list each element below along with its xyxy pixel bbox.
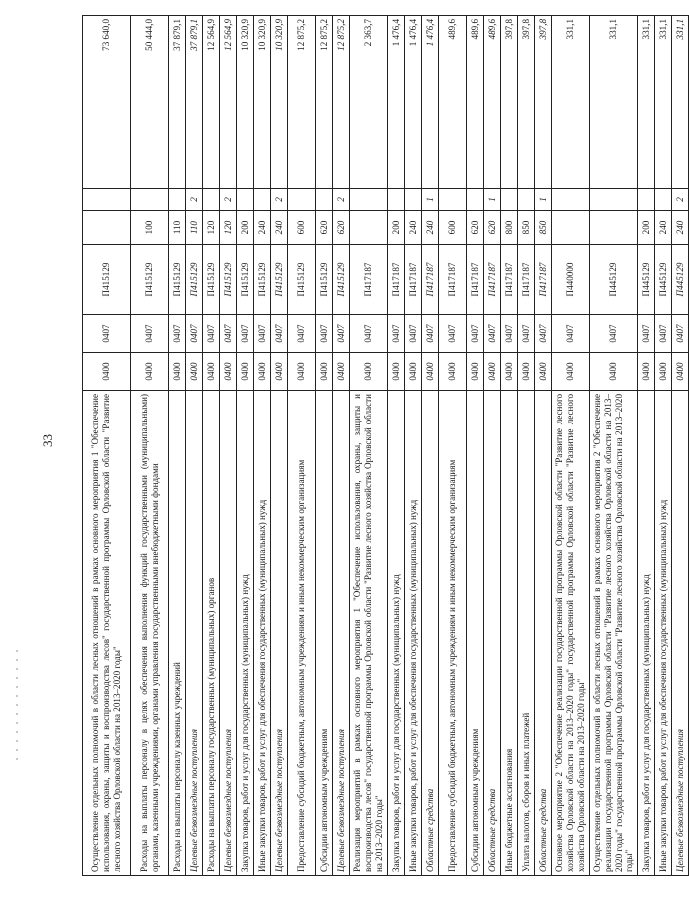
table-row — [672, 16, 689, 876]
subsection-code-cell: 0407 — [186, 315, 203, 353]
row-name-cell: Иные закупки товаров, работ и услуг для обеспечения государственных (муниципальных) нужд — [655, 391, 672, 876]
amount-cell: 331,1 — [655, 16, 672, 189]
target-article-cell: П415129 — [203, 245, 220, 315]
target-article-cell: П417187 — [405, 245, 422, 315]
table-row — [405, 16, 422, 876]
target-article-cell: П415129 — [288, 245, 316, 315]
funding-source-cell — [638, 189, 655, 211]
funding-source-cell: 2 — [672, 189, 689, 211]
funding-source-cell — [288, 189, 316, 211]
expense-type-cell: 240 — [271, 211, 288, 245]
funding-source-cell: 1 — [484, 189, 501, 211]
funding-source-cell — [439, 189, 467, 211]
target-article-cell: П445129 — [638, 245, 655, 315]
target-article-cell: П415129 — [220, 245, 237, 315]
subsection-code-cell: 0407 — [405, 315, 422, 353]
table-row — [467, 16, 484, 876]
amount-cell: 12 875,2 — [316, 16, 333, 189]
table-row — [484, 16, 501, 876]
funding-source-cell — [316, 189, 333, 211]
table-row — [83, 16, 131, 876]
funding-source-cell — [405, 189, 422, 211]
section-code-cell: 0400 — [590, 353, 638, 391]
expense-type-cell: 240 — [422, 211, 439, 245]
expense-type-cell — [590, 211, 638, 245]
table-row — [203, 16, 220, 876]
funding-source-cell — [131, 189, 169, 211]
amount-cell: 1 476,4 — [388, 16, 405, 189]
table-row — [439, 16, 467, 876]
row-name-cell: Закупка товаров, работ и услуг для государственных (муниципальных) нужд — [237, 391, 254, 876]
section-code-cell: 0400 — [501, 353, 518, 391]
expense-type-cell: 200 — [388, 211, 405, 245]
amount-cell: 489,6 — [439, 16, 467, 189]
funding-source-cell — [467, 189, 484, 211]
expense-type-cell: 240 — [254, 211, 271, 245]
amount-cell: 10 320,9 — [254, 16, 271, 189]
row-name-cell: Уплата налогов, сборов и иных платежей — [518, 391, 535, 876]
amount-cell: 10 320,9 — [237, 16, 254, 189]
row-name-cell: Целевые безвозмездные поступления — [333, 391, 350, 876]
target-article-cell: П440000 — [552, 245, 590, 315]
expense-type-cell: 850 — [535, 211, 552, 245]
row-name-cell: Расходы на выплаты персоналу государственных (муниципальных) органов — [203, 391, 220, 876]
section-code-cell: 0400 — [169, 353, 186, 391]
section-code-cell: 0400 — [638, 353, 655, 391]
expense-type-cell: 620 — [316, 211, 333, 245]
section-code-cell: 0400 — [518, 353, 535, 391]
funding-source-cell — [254, 189, 271, 211]
expense-type-cell: 120 — [203, 211, 220, 245]
subsection-code-cell: 0407 — [590, 315, 638, 353]
expense-type-cell: 620 — [484, 211, 501, 245]
row-name-cell: Целевые безвозмездные поступления — [271, 391, 288, 876]
target-article-cell: П417187 — [439, 245, 467, 315]
table-row — [186, 16, 203, 876]
table-row — [590, 16, 638, 876]
row-name-cell: Иные закупки товаров, работ и услуг для обеспечения государственных (муниципальных) нужд — [254, 391, 271, 876]
expense-type-cell: 200 — [638, 211, 655, 245]
amount-cell: 37 879,1 — [169, 16, 186, 189]
funding-source-cell — [501, 189, 518, 211]
section-code-cell: 0400 — [203, 353, 220, 391]
funding-source-cell — [388, 189, 405, 211]
target-article-cell: П445129 — [655, 245, 672, 315]
table-row — [169, 16, 186, 876]
expense-type-cell: 110 — [169, 211, 186, 245]
table-frame — [82, 16, 685, 876]
target-article-cell: П415129 — [333, 245, 350, 315]
target-article-cell: П415129 — [237, 245, 254, 315]
amount-cell: 331,1 — [552, 16, 590, 189]
amount-cell: 1 476,4 — [422, 16, 439, 189]
table-row — [655, 16, 672, 876]
funding-source-cell: 2 — [220, 189, 237, 211]
funding-source-cell — [83, 189, 131, 211]
amount-cell: 12 564,9 — [203, 16, 220, 189]
table-row — [638, 16, 655, 876]
target-article-cell: П415129 — [271, 245, 288, 315]
expense-type-cell: 110 — [186, 211, 203, 245]
table-body — [83, 16, 689, 876]
section-code-cell: 0400 — [131, 353, 169, 391]
section-code-cell: 0400 — [672, 353, 689, 391]
row-name-cell: Осуществление отдельных полномочий в области лесных отношений в рамках основного мероприятия 2 "Обеспечение реализации государственной программы Орловской области "Развитие лесного хозяйства Орловской области на 2013–2020 годы" государственной программы Орловской области "Развитие лесного хозяйства Орловской области на 2013–2020 годы" — [590, 391, 638, 876]
section-code-cell: 0400 — [288, 353, 316, 391]
subsection-code-cell: 0407 — [535, 315, 552, 353]
row-name-cell: Целевые безвозмездные поступления — [672, 391, 689, 876]
subsection-code-cell: 0407 — [518, 315, 535, 353]
section-code-cell: 0400 — [655, 353, 672, 391]
funding-source-cell — [590, 189, 638, 211]
section-code-cell: 0400 — [484, 353, 501, 391]
subsection-code-cell: 0407 — [484, 315, 501, 353]
target-article-cell: П417187 — [467, 245, 484, 315]
target-article-cell: П415129 — [316, 245, 333, 315]
row-name-cell: Осуществление отдельных полномочий в области лесных отношений в рамках основного мероприятия 1 "Обеспечение использования, охраны, защиты и воспроизводства лесов" государственной программы Орловской области "Развитие лесного хозяйства Орловской области на 2013–2020 годы" — [83, 391, 131, 876]
section-code-cell: 0400 — [254, 353, 271, 391]
target-article-cell: П445129 — [590, 245, 638, 315]
target-article-cell: П415129 — [131, 245, 169, 315]
subsection-code-cell: 0407 — [638, 315, 655, 353]
row-name-cell: Расходы на выплаты персоналу казенных учреждений — [169, 391, 186, 876]
page-number: 33 — [40, 434, 55, 447]
funding-source-cell — [655, 189, 672, 211]
expense-type-cell: 200 — [237, 211, 254, 245]
subsection-code-cell: 0407 — [271, 315, 288, 353]
target-article-cell: П415129 — [83, 245, 131, 315]
section-code-cell: 0400 — [220, 353, 237, 391]
section-code-cell: 0400 — [467, 353, 484, 391]
table-row — [422, 16, 439, 876]
amount-cell: 37 879,1 — [186, 16, 203, 189]
amount-cell: 2 363,7 — [350, 16, 388, 189]
subsection-code-cell: 0407 — [131, 315, 169, 353]
expense-type-cell: 240 — [655, 211, 672, 245]
table-row — [518, 16, 535, 876]
scan-artifact — [16, 650, 18, 760]
amount-cell: 331,1 — [590, 16, 638, 189]
table-row — [388, 16, 405, 876]
target-article-cell: П417187 — [422, 245, 439, 315]
expense-type-cell: 850 — [518, 211, 535, 245]
expense-type-cell: 620 — [467, 211, 484, 245]
section-code-cell: 0400 — [271, 353, 288, 391]
target-article-cell: П415129 — [169, 245, 186, 315]
section-code-cell: 0400 — [316, 353, 333, 391]
amount-cell: 397,8 — [501, 16, 518, 189]
target-article-cell: П417187 — [350, 245, 388, 315]
section-code-cell: 0400 — [439, 353, 467, 391]
amount-cell: 331,1 — [638, 16, 655, 189]
row-name-cell: Иные бюджетные ассигнования — [501, 391, 518, 876]
table-row — [237, 16, 254, 876]
row-name-cell: Предоставление субсидий бюджетным, автономным учреждениям и иным некоммерческим организациям — [439, 391, 467, 876]
row-name-cell: Расходы на выплаты персоналу в целях обеспечения выполнения функций государственными (муниципальными) органами, казенными учреждениями, органами управления государственными внебюджетными фондами — [131, 391, 169, 876]
expense-type-cell — [350, 211, 388, 245]
funding-source-cell — [169, 189, 186, 211]
subsection-code-cell: 0407 — [672, 315, 689, 353]
amount-cell: 73 640,0 — [83, 16, 131, 189]
funding-source-cell — [237, 189, 254, 211]
funding-source-cell: 2 — [333, 189, 350, 211]
subsection-code-cell: 0407 — [254, 315, 271, 353]
section-code-cell: 0400 — [237, 353, 254, 391]
subsection-code-cell: 0407 — [169, 315, 186, 353]
table-row — [220, 16, 237, 876]
target-article-cell: П417187 — [388, 245, 405, 315]
expense-type-cell: 600 — [288, 211, 316, 245]
subsection-code-cell: 0407 — [220, 315, 237, 353]
amount-cell: 12 875,2 — [333, 16, 350, 189]
target-article-cell: П415129 — [254, 245, 271, 315]
row-name-cell: Закупка товаров, работ и услуг для государственных (муниципальных) нужд — [638, 391, 655, 876]
table-row — [271, 16, 288, 876]
subsection-code-cell: 0407 — [467, 315, 484, 353]
target-article-cell: П417187 — [535, 245, 552, 315]
funding-source-cell — [552, 189, 590, 211]
subsection-code-cell: 0407 — [288, 315, 316, 353]
amount-cell: 489,6 — [467, 16, 484, 189]
subsection-code-cell: 0407 — [552, 315, 590, 353]
expense-type-cell — [83, 211, 131, 245]
expense-type-cell: 120 — [220, 211, 237, 245]
funding-source-cell: 1 — [422, 189, 439, 211]
target-article-cell: П417187 — [518, 245, 535, 315]
table-row — [350, 16, 388, 876]
row-name-cell: Предоставление субсидий бюджетным, автономным учреждениям и иным некоммерческим организациям — [288, 391, 316, 876]
amount-cell: 489,6 — [484, 16, 501, 189]
row-name-cell: Закупка товаров, работ и услуг для государственных (муниципальных) нужд — [388, 391, 405, 876]
table-row — [535, 16, 552, 876]
table-row — [254, 16, 271, 876]
amount-cell: 397,8 — [535, 16, 552, 189]
row-name-cell: Областные средства — [422, 391, 439, 876]
expense-type-cell: 620 — [333, 211, 350, 245]
row-name-cell: Реализация мероприятий в рамках основного мероприятия 1 "Обеспечение использования, охраны, защиты и воспроизводства лесов" государственной программы Орловской области "Развитие лесного хозяйства Орловской области на 2013–2020 годы" — [350, 391, 388, 876]
table-row — [131, 16, 169, 876]
section-code-cell: 0400 — [83, 353, 131, 391]
subsection-code-cell: 0407 — [333, 315, 350, 353]
row-name-cell: Областные средства — [484, 391, 501, 876]
budget-table — [82, 15, 689, 876]
subsection-code-cell: 0407 — [316, 315, 333, 353]
subsection-code-cell: 0407 — [350, 315, 388, 353]
table-row — [501, 16, 518, 876]
row-name-cell: Субсидии автономным учреждениям — [467, 391, 484, 876]
row-name-cell: Иные закупки товаров, работ и услуг для обеспечения государственных (муниципальных) нужд — [405, 391, 422, 876]
table-row — [288, 16, 316, 876]
section-code-cell: 0400 — [388, 353, 405, 391]
row-name-cell: Целевые безвозмездные поступления — [186, 391, 203, 876]
funding-source-cell: 1 — [535, 189, 552, 211]
amount-cell: 1 476,4 — [405, 16, 422, 189]
row-name-cell: Областные средства — [535, 391, 552, 876]
subsection-code-cell: 0407 — [439, 315, 467, 353]
expense-type-cell: 800 — [501, 211, 518, 245]
target-article-cell: П417187 — [501, 245, 518, 315]
section-code-cell: 0400 — [535, 353, 552, 391]
subsection-code-cell: 0407 — [422, 315, 439, 353]
amount-cell: 10 320,9 — [271, 16, 288, 189]
expense-type-cell: 240 — [405, 211, 422, 245]
table-row — [316, 16, 333, 876]
funding-source-cell — [518, 189, 535, 211]
row-name-cell: Целевые безвозмездные поступления — [220, 391, 237, 876]
subsection-code-cell: 0407 — [388, 315, 405, 353]
funding-source-cell — [350, 189, 388, 211]
row-name-cell: Субсидии автономным учреждениям — [316, 391, 333, 876]
row-name-cell: Основное мероприятие 2 "Обеспечение реализации государственной программы Орловской области "Развитие лесного хозяйства Орловской области на 2013–2020 годы" государственной программы Орловской области "Развитие лесного хозяйства Орловской области на 2013–2020 годы" — [552, 391, 590, 876]
expense-type-cell: 100 — [131, 211, 169, 245]
table-row — [552, 16, 590, 876]
subsection-code-cell: 0407 — [237, 315, 254, 353]
amount-cell: 12 875,2 — [288, 16, 316, 189]
subsection-code-cell: 0407 — [501, 315, 518, 353]
subsection-code-cell: 0407 — [655, 315, 672, 353]
funding-source-cell: 2 — [186, 189, 203, 211]
amount-cell: 12 564,9 — [220, 16, 237, 189]
section-code-cell: 0400 — [405, 353, 422, 391]
section-code-cell: 0400 — [422, 353, 439, 391]
funding-source-cell: 2 — [271, 189, 288, 211]
target-article-cell: П445129 — [672, 245, 689, 315]
subsection-code-cell: 0407 — [203, 315, 220, 353]
target-article-cell: П415129 — [186, 245, 203, 315]
expense-type-cell: 600 — [439, 211, 467, 245]
expense-type-cell: 240 — [672, 211, 689, 245]
section-code-cell: 0400 — [186, 353, 203, 391]
table-row — [333, 16, 350, 876]
section-code-cell: 0400 — [333, 353, 350, 391]
section-code-cell: 0400 — [350, 353, 388, 391]
amount-cell: 331,1 — [672, 16, 689, 189]
section-code-cell: 0400 — [552, 353, 590, 391]
subsection-code-cell: 0407 — [83, 315, 131, 353]
target-article-cell: П417187 — [484, 245, 501, 315]
expense-type-cell — [552, 211, 590, 245]
funding-source-cell — [203, 189, 220, 211]
amount-cell: 50 444,0 — [131, 16, 169, 189]
amount-cell: 397,8 — [518, 16, 535, 189]
